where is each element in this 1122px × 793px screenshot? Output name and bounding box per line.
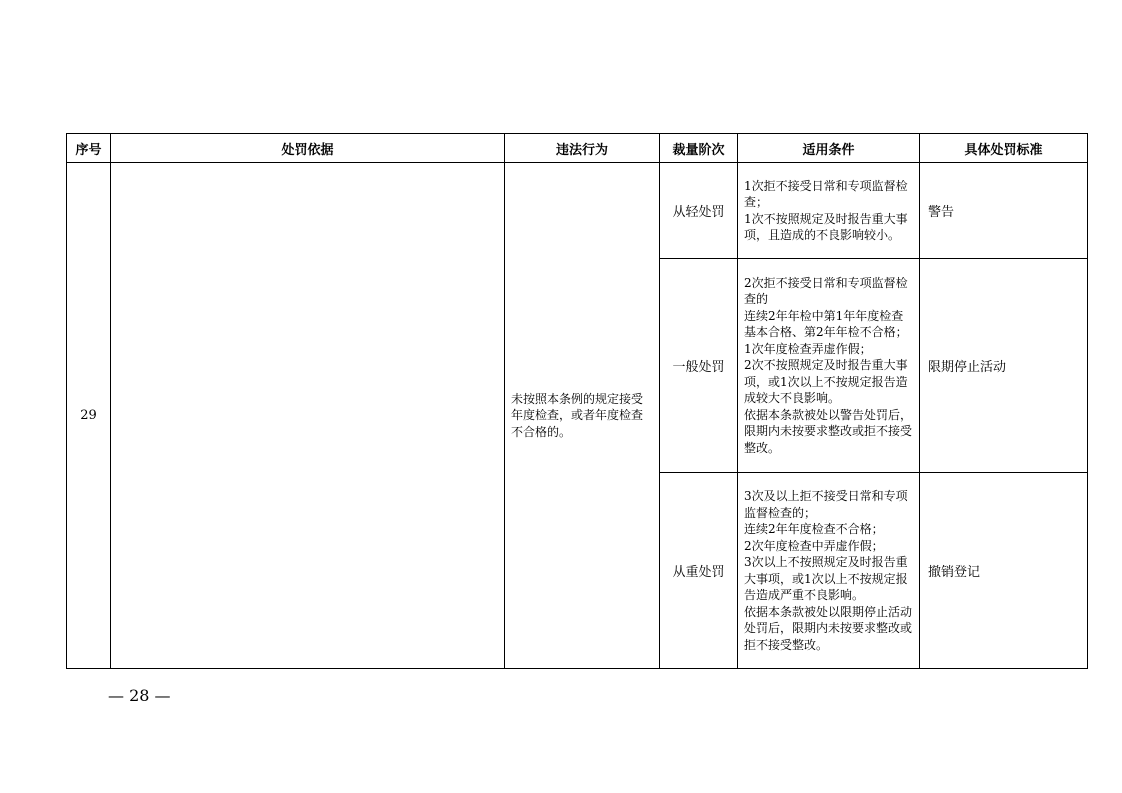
condition-item: 2次不按照规定及时报告重大事项，或1次以上不按规定报告造成较大不良影响。 [744,358,908,406]
page-number: — 28 — [108,686,171,705]
header-number: 序号 [67,134,111,163]
row-number: 29 [67,163,111,669]
conditions-light [738,163,920,259]
standard-heavy: 撤销登记 [920,473,1088,669]
header-violation: 违法行为 [505,134,660,163]
condition-item: 1次年度检查弄虚作假； [744,341,872,356]
header-basis: 处罚依据 [111,134,505,163]
header-level: 裁量阶次 [660,134,738,163]
condition-item: 3次及以上拒不接受日常和专项监督检查的； [744,489,908,520]
condition-item: 3次以上不按照规定及时报告重大事项，或1次以上不按规定报告造成严重不良影响。 [744,555,908,602]
condition-item: 2次年度检查中弄虚作假； [744,538,884,553]
level-general: 一般处罚 [660,259,738,473]
violation-description: 未按照本条例的规定接受年度检查，或者年度检查不合格的。 [505,163,660,669]
condition-item: 连续2年年度检查不合格； [744,522,884,536]
level-light: 从轻处罚 [660,163,738,259]
conditions-general [738,259,920,473]
standard-general: 限期停止活动 [920,259,1088,473]
header-conditions: 适用条件 [738,134,920,163]
penalty-basis [111,163,505,669]
standard-light: 警告 [920,163,1088,259]
conditions-heavy [738,473,920,669]
condition-item: 1次拒不接受日常和专项监督检查； [744,178,908,209]
condition-item: 连续2年年检中第1年年度检查基本合格、第2年年检不合格； [744,308,908,340]
penalty-table-container [66,133,1087,669]
header-standard: 具体处罚标准 [920,134,1088,163]
table-row [67,163,1088,259]
header-row [67,134,1088,163]
condition-item: 1次不按照规定及时报告重大事项，且造成的不良影响较小。 [744,211,908,242]
penalty-table [66,133,1088,669]
level-heavy: 从重处罚 [660,473,738,669]
condition-item: 依据本条款被处以警告处罚后，限期内未按要求整改或拒不接受整改。 [744,407,913,455]
condition-item: 2次拒不接受日常和专项监督检查的 [744,275,908,307]
condition-item: 依据本条款被处以限期停止活动处罚后，限期内未按要求整改或拒不接受整改。 [744,604,913,652]
